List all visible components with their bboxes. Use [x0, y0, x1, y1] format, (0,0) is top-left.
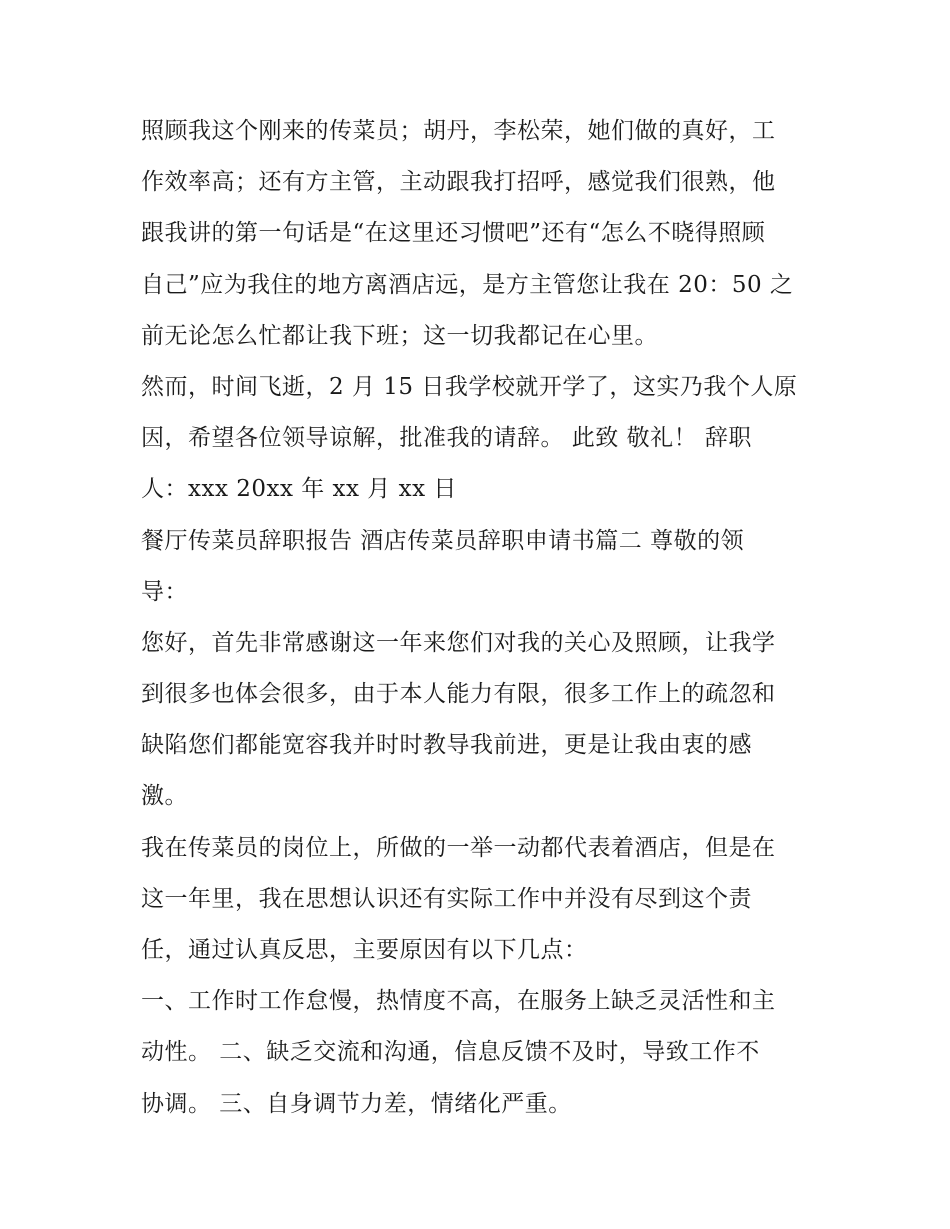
text-line: 您好，首先非常感谢这一年来您们对我的关心及照顾，让我学	[141, 629, 776, 656]
document-body	[141, 106, 821, 1130]
text-line: 前无论怎么忙都让我下班；这一切我都记在心里。	[141, 322, 658, 349]
text-line: 餐厅传菜员辞职报告 酒店传菜员辞职申请书篇二 尊敬的领	[141, 527, 745, 554]
text-line: 照顾我这个刚来的传菜员；胡丹，李松荣，她们做的真好，工	[141, 118, 776, 144]
text-line: 任，通过认真反思，主要原因有以下几点：	[141, 937, 588, 963]
text-line: 到很多也体会很多，由于本人能力有限，很多工作上的疏忽和	[141, 681, 776, 708]
text-line: 动性。 二、缺乏交流和沟通，信息反馈不及时，导致工作不	[141, 1039, 760, 1066]
text-line: 一、工作时工作怠慢，热情度不高，在服务上缺乏灵活性和主	[141, 988, 776, 1015]
text-line: 激。	[141, 783, 188, 810]
text-line: 这一年里，我在思想认识还有实际工作中并没有尽到这个责	[141, 885, 752, 912]
text-line: 协调。 三、自身调节力差，情绪化严重。	[141, 1090, 572, 1117]
text-line: 缺陷您们都能宽容我并时时教导我前进，更是让我由衷的感	[141, 732, 752, 759]
text-line: 自己”应为我住的地方离酒店远，是方主管您让我在 20：50 之	[141, 271, 794, 298]
text-line: 跟我讲的第一句话是“在这里还习惯吧”还有“怎么不晓得照顾	[141, 220, 766, 247]
text-line: 我在传菜员的岗位上，所做的一举一动都代表着酒店，但是在	[141, 834, 776, 861]
text-line: 然而，时间飞逝，2 月 15 日我学校就开学了，这实乃我个人原	[141, 373, 798, 400]
text-line: 人：xxx 20xx 年 xx 月 xx 日	[141, 476, 457, 503]
text-line: 因，希望各位领导谅解，批准我的请辞。 此致 敬礼！ 辞职	[141, 425, 752, 452]
text-line: 作效率高；还有方主管，主动跟我打招呼，感觉我们很熟，他	[141, 169, 776, 196]
text-line: 导：	[141, 578, 188, 605]
